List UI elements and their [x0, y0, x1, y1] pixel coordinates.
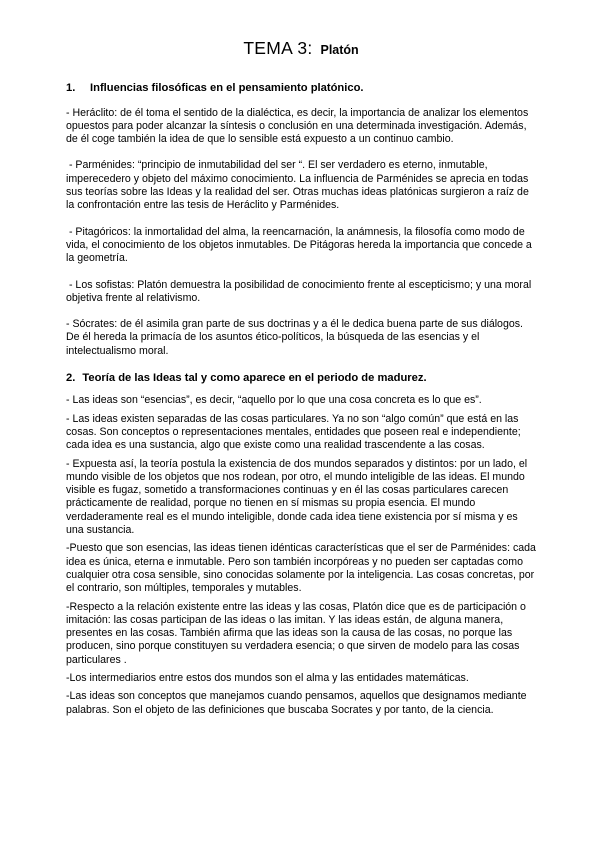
paragraph-relacion-ideas-cosas: -Respecto a la relación existente entre las ideas y las cosas, Platón dice que es de participación o imitación: las cosas participan de las ideas o las imitan. Y las ideas están, de alguna manera, presentes en las cosas. También afirma que las ideas son la causa de las cosas, no porque las producen, sino porque constituyen su verdadera esencia; o que sirven de modelo para las cosas particulares .: [66, 600, 529, 666]
paragraph-ideas-conceptos: -Las ideas son conceptos que manejamos cuando pensamos, aquellos que designamos mediante palabras. Son el objeto de las definiciones que buscaba Socrates y por tanto, de la ciencia.: [66, 690, 530, 716]
section-1-body: [66, 107, 536, 358]
paragraph-parmenides: - Parménides: “principio de inmutabilidad del ser “. El ser verdadero es eterno, inmutable, imperecedero y objeto del máximo conocimiento. La influencia de Parménides se aprecia en todas sus teorías sobre las Ideas y la realidad del ser. Otras muchas ideas platónicas surgieron a raíz de la confrontación entre las tesis de Heráclito y Parménides.: [66, 159, 532, 212]
paragraph-caracteristicas-ideas: -Puesto que son esencias, las ideas tienen idénticas características que el ser de Parménides: cada idea es única, eterna e inmutable. Pero son también incorpóreas y no pueden ser captadas como cualquier otra cosa sensible, sino conocidas solamente por la inteligencia. Las cosas concretas, por el contrario, son múltiples, temporales y mutables.: [66, 542, 539, 595]
section-2-number: 2.: [66, 372, 76, 385]
section-1-number: 1.: [66, 82, 76, 95]
section-2-body: [66, 394, 539, 717]
paragraph-ideas-esencias: - Las ideas son “esencias”, es decir, “aquello por lo que una cosa concreta es lo que es”.: [66, 394, 482, 407]
paragraph-dos-mundos: - Expuesta así, la teoría postula la existencia de dos mundos separados y distintos: por un lado, el mundo visible de los objetos que nos rodean, por otro, el mundo inteligible de las ideas. El mundo visible es fugaz, sometido a transformaciones continuas y en él las cosas particulares carecen prácticamente de realidad, porque no tienen en sí mismas su propia esencia. El mundo verdaderamente real es el mundo inteligible, donde cada idea tiene existencia por sí misma y es una sustancia.: [66, 457, 531, 537]
section-influencias: [66, 82, 536, 358]
section-2-heading: [66, 372, 536, 385]
page-title-prefix: TEMA 3:: [243, 38, 313, 58]
section-1-title: Influencias filosóficas en el pensamiento platónico.: [90, 82, 364, 95]
page-title-name: Platón: [320, 43, 359, 57]
paragraph-intermediarios: -Los intermediarios entre estos dos mundos son el alma y las entidades matemáticas.: [66, 671, 469, 684]
section-1-heading: [66, 82, 536, 95]
paragraph-heraclito: - Heráclito: de él toma el sentido de la dialéctica, es decir, la importancia de analizar los elementos opuestos para poder alcanzar la síntesis o conclusión en una determinada investigación. Además, de él coge también la idea de que lo sensible está expuesto a un continuo cambio.: [66, 106, 532, 146]
page-title: [66, 38, 536, 58]
paragraph-ideas-separadas: - Las ideas existen separadas de las cosas particulares. Ya no son “algo común” que está en las cosas. Son conceptos o representaciones mentales, entidades que poseen real e independiente; cada idea es una sustancia, algo que existe como una realidad trascendente a las cosas.: [66, 412, 524, 452]
paragraph-sofistas: - Los sofistas: Platón demuestra la posibilidad de conocimiento frente al escepticismo; y una moral objetiva frente al relativismo.: [66, 278, 535, 304]
paragraph-pitagoricos: - Pitagóricos: la inmortalidad del alma, la reencarnación, la anámnesis, la filosofía como modo de vida, el conocimiento de los objetos inmutables. De Pitágoras hereda la importancia que concede a la geometría.: [66, 225, 535, 265]
section-2-title: Teoría de las Ideas tal y como aparece en el periodo de madurez.: [82, 372, 427, 385]
section-teoria-ideas: [66, 372, 539, 717]
paragraph-socrates: - Sócrates: de él asimila gran parte de sus doctrinas y a él le dedica buena parte de sus diálogos. De él hereda la primacía de los asuntos ético-políticos, la búsqueda de las esencias y el intelectualismo moral.: [66, 318, 526, 357]
